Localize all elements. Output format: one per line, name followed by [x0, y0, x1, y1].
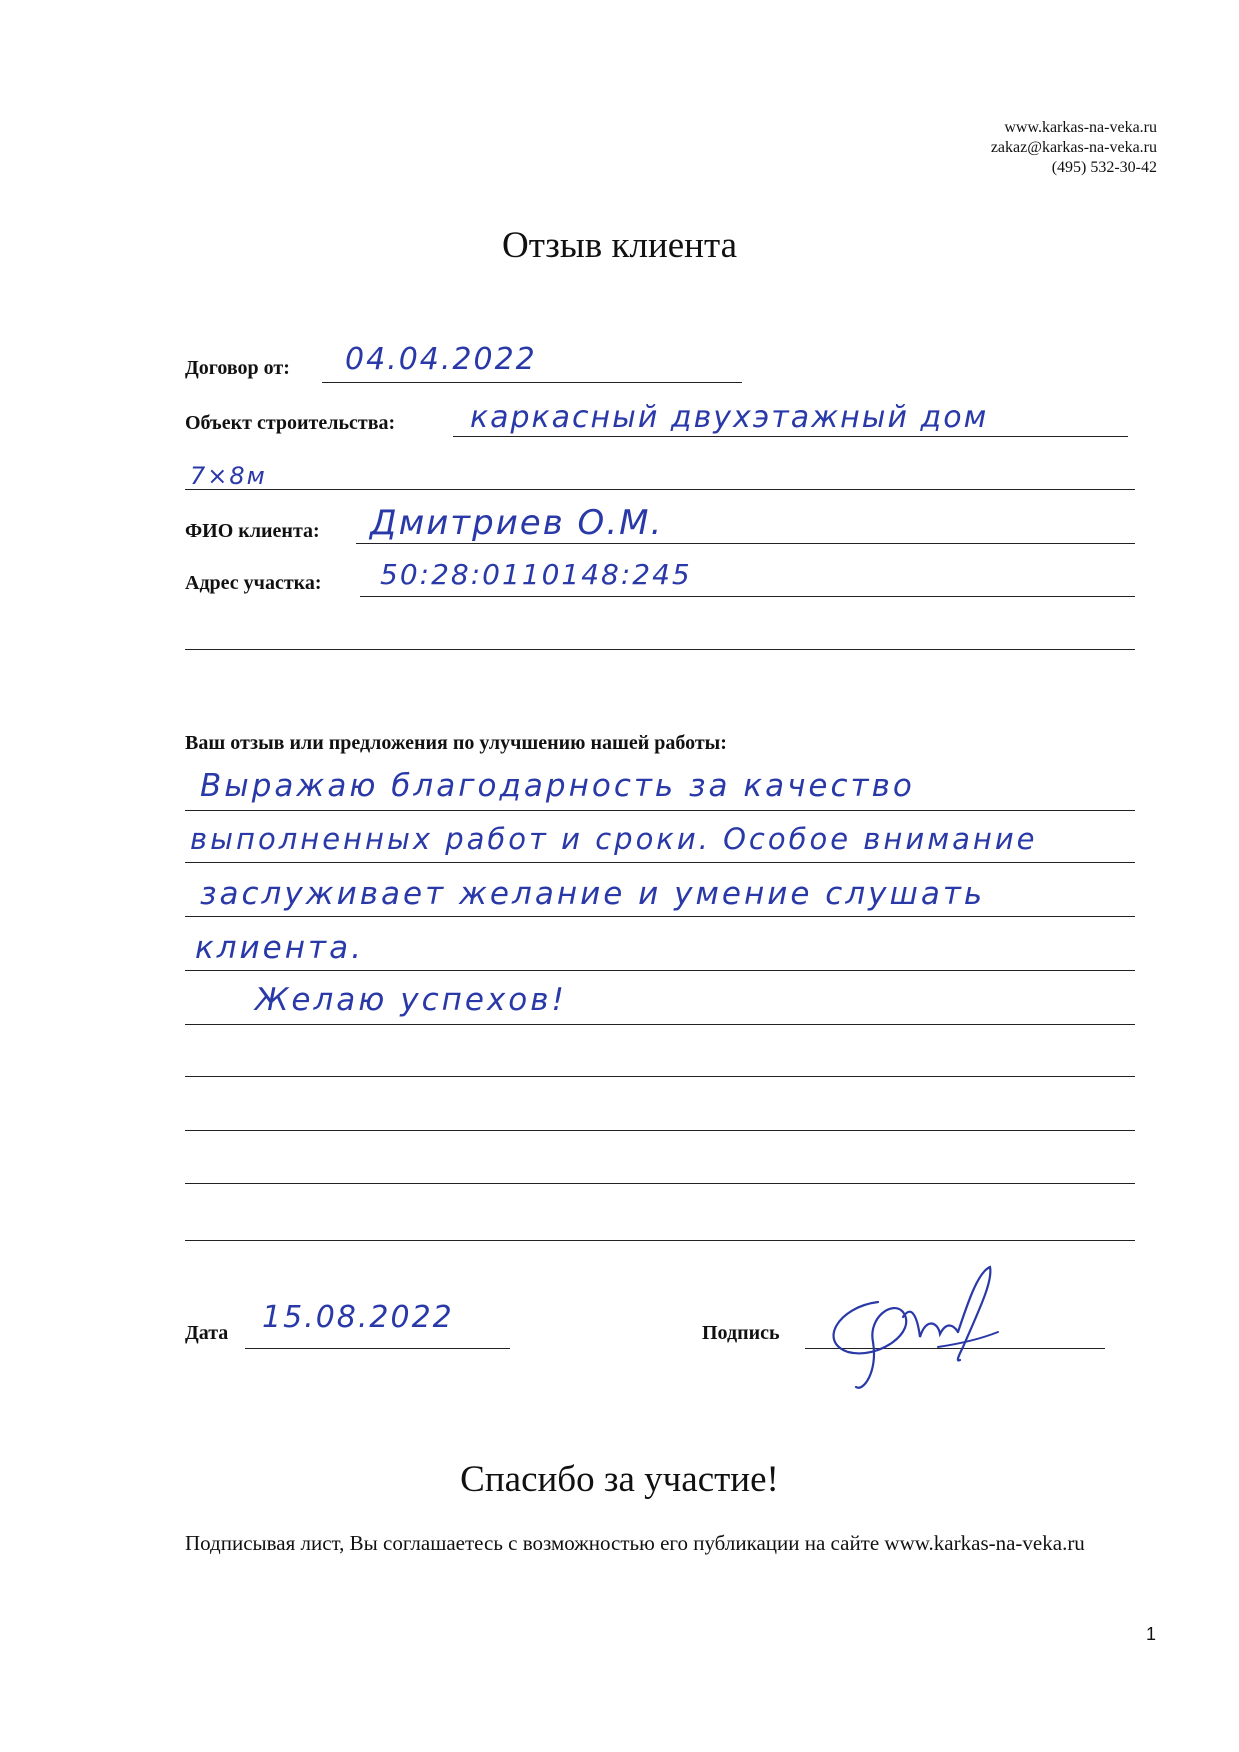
client-underline — [356, 543, 1135, 544]
review-line-7 — [185, 1130, 1135, 1131]
address-value: 50:28:0110148:245 — [380, 558, 692, 591]
contact-block — [991, 118, 1157, 178]
date-underline — [245, 1348, 510, 1349]
date-value: 15.08.2022 — [262, 1300, 454, 1335]
page-number: 1 — [1145, 1624, 1156, 1644]
review-line-4 — [185, 970, 1135, 971]
review-text-line-2: выполненных работ и сроки. Особое внимание — [190, 822, 1038, 856]
object-value: каркасный двухэтажный дом — [470, 400, 989, 435]
review-text-line-5: Желаю успехов! — [255, 982, 567, 1018]
review-label: Ваш отзыв или предложения по улучшению нашей работы: — [185, 732, 727, 754]
review-text-line-1: Выражаю благодарность за качество — [200, 768, 915, 804]
email-link[interactable]: zakaz@karkas-na-veka.ru — [990, 139, 1157, 156]
review-text-line-4: клиента. — [195, 930, 364, 966]
review-line-6 — [185, 1076, 1135, 1077]
object-underline-2 — [185, 489, 1135, 490]
review-line-3 — [185, 916, 1135, 917]
address-underline — [360, 596, 1135, 597]
phone-number: (495) 532-30-42 — [1051, 159, 1157, 176]
signature-label: Подпись — [702, 1322, 780, 1344]
page-title: Отзыв клиента — [501, 225, 738, 266]
review-line-8 — [185, 1183, 1135, 1184]
review-text-line-3: заслуживает желание и умение слушать — [200, 876, 986, 912]
object-underline — [453, 436, 1128, 437]
address-label: Адрес участка: — [185, 572, 322, 594]
object-value-cont: 7×8м — [190, 462, 267, 490]
thanks-message: Спасибо за участие! — [460, 1459, 779, 1500]
contract-label: Договор от: — [185, 357, 290, 379]
client-label: ФИО клиента: — [185, 520, 320, 542]
review-line-5 — [185, 1024, 1135, 1025]
website-link[interactable]: www.karkas-na-veka.ru — [1004, 119, 1157, 136]
consent-note: Подписывая лист, Вы соглашаетесь с возможностью его публикации на сайте www.karkas-na-veka.ru — [185, 1531, 1085, 1555]
date-label: Дата — [185, 1322, 229, 1344]
client-name-value: Дмитриев О.М. — [370, 503, 664, 543]
signature-image — [808, 1262, 1008, 1402]
review-line-1 — [185, 810, 1135, 811]
review-line-9 — [185, 1240, 1135, 1241]
contract-underline — [322, 382, 742, 383]
contract-date-value: 04.04.2022 — [345, 342, 537, 377]
review-line-2 — [185, 862, 1135, 863]
address-underline-2 — [185, 649, 1135, 650]
object-label: Объект строительства: — [185, 412, 396, 434]
